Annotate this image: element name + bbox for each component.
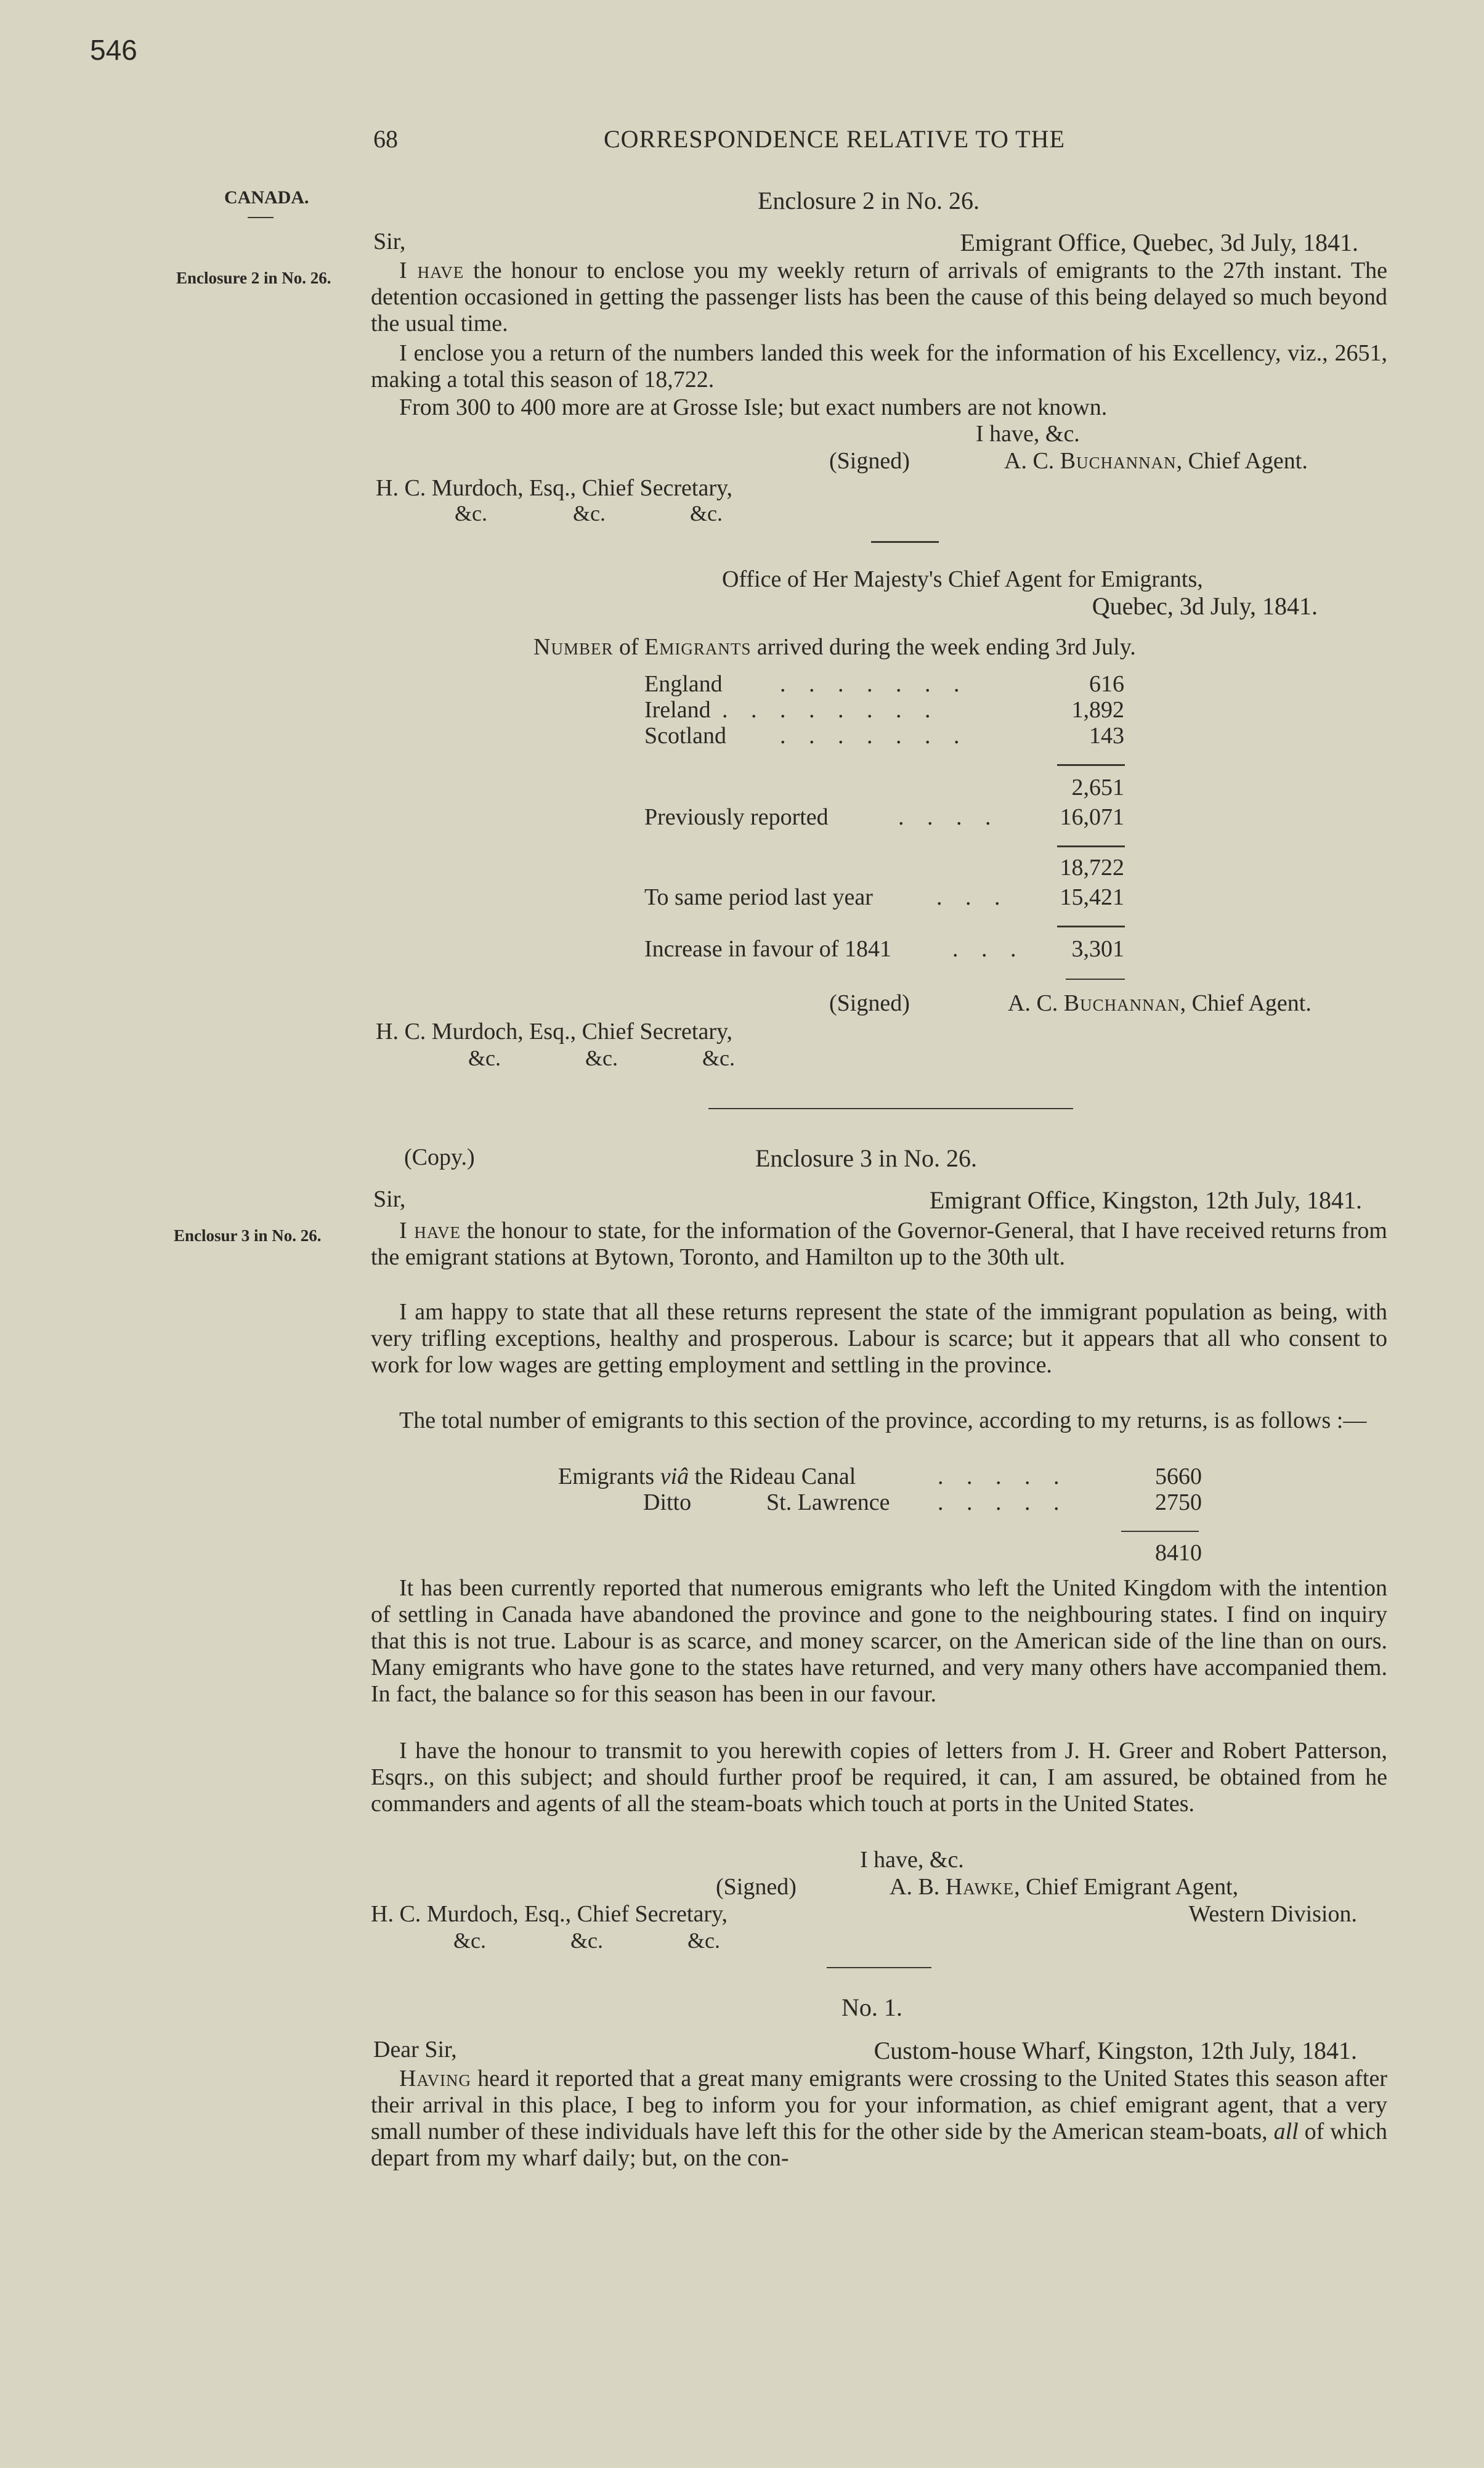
running-head-folio: 68 — [373, 125, 398, 153]
enc3-signed: (Signed) — [716, 1874, 797, 1900]
sum-rule-3 — [1057, 926, 1125, 927]
no1-salutation: Dear Sir, — [373, 2037, 457, 2063]
row-england-dots: . . . . . . . — [780, 671, 968, 697]
enc3-row-1-dots: . . . . . — [938, 1464, 1068, 1489]
no1-p1-lead: Having — [399, 2066, 471, 2091]
last-year-value: 15,421 — [1060, 884, 1124, 910]
increase-value: 3,301 — [1071, 936, 1124, 962]
enc3-paragraph-3: The total number of emigrants to this section of the province, according to my returns, is as follows :— — [399, 1407, 1367, 1433]
no1-place-date: Custom-house Wharf, Kingston, 12th July, 1841. — [874, 2037, 1357, 2064]
enc3-row-2-value: 2750 — [1155, 1489, 1202, 1515]
enc2-p1-lead: I have — [399, 258, 464, 283]
enc3-etc-2: &c. — [570, 1928, 603, 1953]
section-divider-short-2 — [827, 1967, 931, 1968]
margin-enclosure-2: Enclosure 2 in No. 26. — [176, 269, 331, 287]
return-place-date: Quebec, 3d July, 1841. — [1092, 592, 1318, 620]
return-title-rest: arrived during the week ending 3rd July. — [751, 634, 1136, 660]
page-number: 546 — [90, 34, 137, 66]
enc3-paragraph-5: I have the honour to transmit to you herewith copies of letters from J. H. Greer and Robert Patterson, Esqrs., on this subject; and should further proof be required, it can, I am assured, be obtained from he commanders and agents of all the steam-boats which touch at ports in the United States. — [371, 1738, 1387, 1817]
sum-rule-1 — [1057, 764, 1125, 766]
week-total: 2,651 — [1071, 775, 1124, 800]
previously-dots: . . . . — [898, 804, 1000, 830]
enc3-signer-name: Hawke — [945, 1874, 1015, 1900]
previously-value: 16,071 — [1060, 804, 1124, 830]
enc3-total: 8410 — [1155, 1540, 1202, 1566]
margin-canada-rule — [248, 217, 274, 218]
season-total: 18,722 — [1060, 855, 1124, 881]
enc2-heading: Enclosure 2 in No. 26. — [758, 187, 979, 214]
sum-rule-2 — [1057, 845, 1125, 847]
row-england-label: England — [644, 671, 723, 697]
row-ireland-label: Ireland — [644, 697, 711, 723]
enc2-p1-text: the honour to enclose you my weekly return of arrivals of emigrants to the 27th instant. The detention occasioned in getting the passenger lists has been the cause of this being delayed so much beyond the usual time. — [371, 258, 1387, 336]
return-signer-initials: A. C. — [1008, 990, 1058, 1016]
enc3-etc-1: &c. — [453, 1928, 486, 1953]
return-title-emigrants: Emigrants — [644, 634, 752, 660]
enc2-signer-name: Buchannan — [1060, 448, 1177, 474]
enc3-row-1-label-b: the Rideau Canal — [694, 1464, 856, 1489]
section-divider-short — [871, 541, 939, 543]
row-ireland-dots: . . . . . . . . — [722, 697, 939, 723]
return-etc-3: &c. — [702, 1046, 735, 1070]
enc2-closing: I have, &c. — [976, 421, 1080, 447]
enc3-closing: I have, &c. — [860, 1847, 964, 1873]
no1-p1-text-b: of which depart from my wharf daily; but, on the con- — [371, 2119, 1387, 2171]
running-head-title: CORRESPONDENCE RELATIVE TO THE — [604, 125, 1065, 153]
enc2-signed: (Signed) — [829, 448, 910, 474]
enc3-addressee: H. C. Murdoch, Esq., Chief Secretary, — [371, 1901, 728, 1927]
row-england-value: 616 — [1089, 671, 1124, 697]
enc2-paragraph-2: I enclose you a return of the numbers landed this week for the information of his Excellency, viz., 2651, making a total this season of 18,722. — [371, 340, 1387, 393]
enc3-row-1-label — [558, 1463, 856, 1490]
enc2-addressee: H. C. Murdoch, Esq., Chief Secretary, — [376, 475, 733, 501]
enc3-signer — [890, 1873, 1238, 1900]
sum-rule-4 — [1066, 979, 1125, 980]
enc3-etc-3: &c. — [687, 1928, 720, 1953]
row-scotland-label: Scotland — [644, 723, 726, 749]
enc3-paragraph-1 — [371, 1218, 1387, 1271]
enc3-place-date: Emigrant Office, Kingston, 12th July, 1841. — [929, 1186, 1362, 1214]
increase-label: Increase in favour of 1841 — [644, 936, 891, 962]
enc3-row-2-label-a: Ditto — [643, 1489, 692, 1515]
enc3-paragraph-4: It has been currently reported that numerous emigrants who left the United Kingdom with the intention of settling in Canada have abandoned the province and gone to the neighbouring states. I find on inquiry that this is not true. Labour is as scarce, and money scarcer, on the American side of the line than on ours. Many emigrants who have gone to the states have returned, and very many others have accompanied them. In fact, the balance so for this season has been in our favour. — [371, 1575, 1387, 1707]
enc3-row-1-label-via: viâ — [660, 1464, 689, 1489]
return-signer — [1008, 990, 1312, 1017]
enc3-p1-lead: I have — [399, 1218, 461, 1244]
section-divider-long — [708, 1108, 1073, 1109]
enc3-sum-rule — [1121, 1531, 1199, 1532]
enc2-signer-title: , Chief Agent. — [1176, 448, 1308, 474]
return-addressee: H. C. Murdoch, Esq., Chief Secretary, — [376, 1019, 733, 1045]
enc2-paragraph-3: From 300 to 400 more are at Grosse Isle; but exact numbers are not known. — [399, 394, 1108, 420]
enc2-etc-1: &c. — [455, 501, 487, 526]
return-etc-2: &c. — [585, 1046, 618, 1070]
enc2-etc-2: &c. — [573, 501, 606, 526]
no1-heading: No. 1. — [841, 1994, 902, 2021]
margin-canada: CANADA. — [224, 187, 309, 208]
return-signed: (Signed) — [829, 990, 910, 1016]
enc3-p1-text: the honour to state, for the information of the Governor-General, that I have received returns from the emigrant stations at Bytown, Toronto, and Hamilton up to the 30th ult. — [371, 1218, 1387, 1270]
enc3-salutation: Sir, — [373, 1186, 406, 1212]
increase-dots: . . . — [952, 936, 1025, 962]
last-year-dots: . . . — [936, 884, 1009, 910]
row-scotland-value: 143 — [1089, 723, 1124, 749]
enc3-division: Western Division. — [1188, 1901, 1357, 1927]
enc3-row-1-value: 5660 — [1155, 1464, 1202, 1489]
enc3-row-1-label-a: Emigrants — [558, 1464, 655, 1489]
previously-label: Previously reported — [644, 804, 829, 830]
return-signer-name: Buchannan — [1063, 990, 1180, 1016]
enc2-etc-3: &c. — [690, 501, 723, 526]
return-title — [533, 633, 1136, 661]
enc2-signer — [1004, 447, 1308, 474]
return-title-number: Number — [533, 634, 614, 660]
return-etc-1: &c. — [468, 1046, 501, 1070]
return-office: Office of Her Majesty's Chief Agent for Emigrants, — [722, 566, 1203, 592]
enc3-copy: (Copy.) — [404, 1144, 475, 1170]
no1-p1-text-a: heard it reported that a great many emigrants were crossing to the United States this season after their arrival in this place, I beg to inform you for your information, as chief emigrant agent, that a very small number of these individuals have left this for the other side by the American steam-boats, — [371, 2066, 1387, 2144]
row-ireland-value: 1,892 — [1071, 697, 1124, 723]
enc2-signer-initials: A. C. — [1004, 448, 1055, 474]
return-signer-title: , Chief Agent. — [1180, 990, 1312, 1016]
last-year-label: To same period last year — [644, 884, 873, 910]
enc3-row-2-label-b: St. Lawrence — [766, 1489, 890, 1515]
enc3-heading: Enclosure 3 in No. 26. — [755, 1144, 977, 1172]
enc3-signer-initials: A. B. — [890, 1874, 940, 1900]
enc3-row-2-dots: . . . . . — [938, 1489, 1068, 1515]
no1-p1-all: all — [1273, 2119, 1299, 2144]
return-title-of: of — [613, 634, 645, 660]
margin-enclosure-3: Enclosur 3 in No. 26. — [174, 1226, 322, 1245]
no1-paragraph-1 — [371, 2066, 1387, 2172]
enc3-paragraph-2: I am happy to state that all these returns represent the state of the immigrant population as being, with very trifling exceptions, healthy and prosperous. Labour is scarce; but it appears that all who consent to work for low wages are getting employment and settling in the province. — [371, 1299, 1387, 1378]
enc3-signer-title: , Chief Emigrant Agent, — [1014, 1874, 1239, 1900]
enc2-salutation: Sir, — [373, 229, 406, 255]
row-scotland-dots: . . . . . . . — [780, 723, 968, 749]
enc2-place-date: Emigrant Office, Quebec, 3d July, 1841. — [960, 229, 1358, 256]
enc2-paragraph-1 — [371, 258, 1387, 337]
